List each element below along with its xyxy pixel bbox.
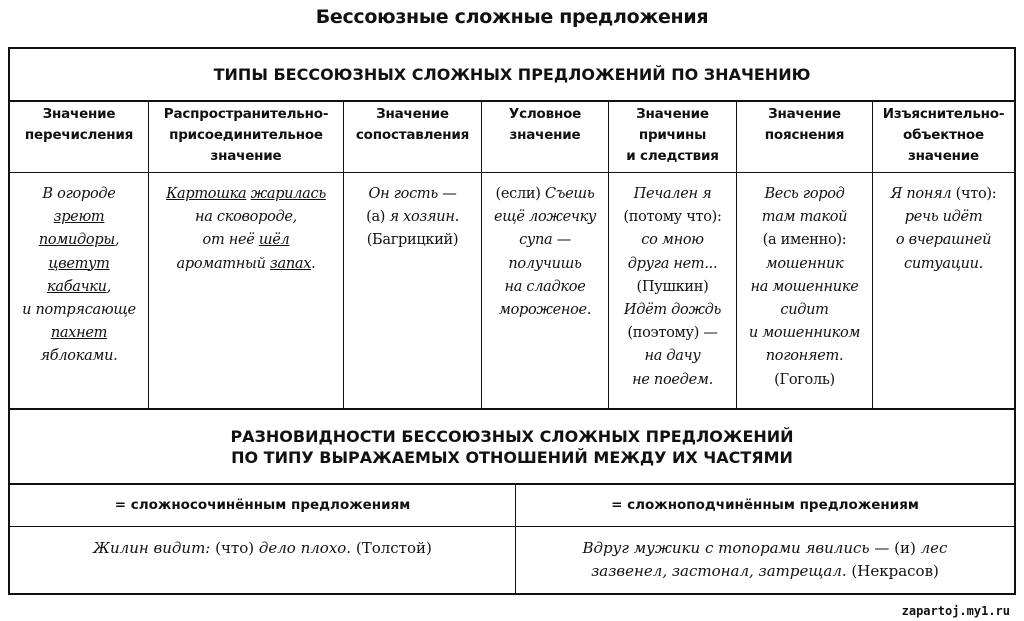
example-line	[505, 276, 586, 299]
column-example	[10, 173, 148, 369]
example-fragment: кабачки	[46, 278, 107, 295]
example-fragment: (Багрицкий)	[366, 232, 459, 249]
example-fragment: и мошенником	[748, 325, 861, 342]
example-fragment: Съешь	[544, 186, 595, 202]
example-fragment: (а именно):	[762, 232, 847, 249]
example-fragment: (а)	[366, 209, 390, 226]
example-line	[623, 206, 721, 229]
column-example	[344, 173, 481, 253]
example-fragment: погоняет.	[765, 348, 844, 365]
example-line	[632, 369, 713, 392]
example-line	[762, 206, 847, 229]
example-line	[583, 537, 948, 560]
example-fragment: .	[311, 255, 316, 272]
example-line	[905, 206, 983, 229]
example-fragment: на дачу	[644, 348, 701, 365]
column-example	[482, 173, 608, 322]
column-header-line: объектное	[903, 127, 984, 143]
column-header-line: Значение	[636, 106, 709, 122]
example-line	[627, 322, 717, 345]
example-fragment: В огороде	[42, 186, 116, 202]
column-condition	[482, 100, 609, 408]
column-header	[344, 100, 481, 173]
example-fragment: сидит	[780, 302, 829, 319]
column-explanation	[737, 100, 873, 408]
example-fragment: я хозяин.	[389, 209, 459, 226]
example-fragment: (поэтому) —	[627, 325, 718, 342]
example-fragment: (Толстой)	[355, 539, 432, 557]
watermark: zapartoj.my1.ru	[901, 604, 1010, 618]
example-fragment: Жилин видит:	[93, 539, 216, 557]
column-header	[609, 100, 736, 173]
column-header-line: Изъяснительно-	[882, 106, 1005, 122]
example-fragment: Я понял	[890, 186, 956, 202]
column-object	[873, 100, 1014, 408]
column-header-line: пояснения	[764, 127, 845, 143]
example-line	[41, 345, 118, 368]
example-fragment: дело плохо.	[258, 539, 356, 557]
example-line	[591, 560, 939, 583]
example-line	[634, 183, 712, 206]
example-line	[496, 183, 595, 206]
column-header-line: Распространительно-	[163, 106, 329, 122]
section-types-title: ТИПЫ БЕССОЮЗНЫХ СЛОЖНЫХ ПРЕДЛОЖЕНИЙ ПО ЗНАЧЕНИЮ	[10, 49, 1014, 102]
example-fragment: Весь город	[764, 186, 845, 202]
column-enumeration	[10, 100, 149, 408]
example-line	[39, 229, 119, 252]
example-fragment: со мною	[641, 232, 704, 249]
example-line	[628, 253, 718, 276]
column-header-line: причины	[638, 127, 707, 143]
example-fragment: Идёт дождь	[623, 302, 722, 319]
example-line	[48, 253, 109, 276]
example-fragment: о вчерашней	[895, 232, 992, 249]
example-line	[367, 229, 459, 252]
example-line	[764, 183, 844, 206]
example-fragment: (Некрасов)	[851, 562, 939, 580]
complex-header: = сложноподчинённым предложениям	[516, 483, 1014, 527]
column-header-line: Значение	[42, 106, 116, 122]
compound-example	[10, 527, 516, 593]
example-fragment: (если)	[495, 186, 545, 202]
column-header-line: Условное	[508, 106, 582, 122]
column-header-line: перечисления	[24, 127, 134, 143]
example-fragment: жарилась	[250, 186, 326, 202]
example-line	[641, 229, 703, 252]
example-fragment: Картошка	[166, 186, 247, 202]
example-line	[51, 322, 107, 345]
section-relations-title	[10, 408, 1014, 485]
example-fragment: Печален я	[633, 186, 712, 202]
column-header-line: сопоставления	[355, 127, 470, 143]
example-fragment: не поедем.	[632, 371, 713, 388]
example-line	[645, 345, 701, 368]
column-header-line: Значение	[376, 106, 449, 122]
example-line	[637, 276, 709, 299]
column-cause	[609, 100, 737, 408]
column-comparison	[344, 100, 482, 408]
example-fragment: на сковороде,	[195, 209, 297, 226]
example-line	[774, 369, 835, 392]
example-fragment: лес	[920, 539, 948, 557]
example-fragment: (и)	[894, 539, 921, 557]
example-line	[166, 183, 326, 206]
example-fragment: яблоками.	[40, 348, 118, 365]
example-fragment: там такой	[761, 209, 848, 226]
example-line	[369, 183, 457, 206]
example-line	[203, 229, 290, 252]
column-example	[873, 173, 1014, 276]
column-header-line: значение	[907, 148, 980, 164]
example-line	[22, 299, 136, 322]
example-fragment: помидоры	[38, 232, 115, 249]
column-header	[149, 100, 343, 173]
column-extension	[149, 100, 344, 408]
example-fragment: ситуации.	[904, 255, 983, 272]
compound-header: = сложносочинённым предложениям	[10, 483, 516, 527]
example-fragment: ,	[106, 278, 112, 295]
example-fragment: ,	[114, 232, 120, 249]
example-line	[749, 322, 860, 345]
example-line	[366, 206, 459, 229]
example-fragment: шёл	[258, 232, 290, 249]
example-fragment: мошенник	[765, 255, 844, 272]
column-header	[482, 100, 608, 173]
example-line	[751, 276, 859, 299]
column-header	[10, 100, 148, 173]
example-line	[891, 183, 997, 206]
example-fragment: Он гость —	[368, 186, 457, 202]
example-line	[93, 537, 432, 560]
example-fragment: от неё	[202, 232, 259, 249]
example-fragment: друга нет...	[627, 255, 718, 272]
example-fragment: Вдруг мужики с топорами явились —	[582, 539, 895, 557]
example-line	[494, 206, 596, 229]
page-title: Бессоюзные сложные предложения	[315, 6, 709, 28]
example-fragment: речь идёт	[904, 209, 983, 226]
column-header-line: значение	[509, 127, 581, 143]
example-fragment: зреют	[53, 209, 105, 226]
example-fragment: на сладкое	[504, 278, 586, 295]
column-header-line: Значение	[768, 106, 841, 122]
column-example	[609, 173, 736, 392]
complex-example	[516, 527, 1014, 593]
types-columns	[10, 100, 1014, 408]
example-fragment: на мошеннике	[750, 278, 859, 295]
example-fragment: пахнет	[50, 325, 108, 342]
example-fragment: ещё ложечку	[493, 209, 597, 226]
column-header	[737, 100, 872, 173]
example-line	[499, 299, 591, 322]
example-fragment: (Гоголь)	[774, 371, 835, 388]
example-line	[763, 229, 847, 252]
example-line	[904, 253, 983, 276]
example-line	[508, 253, 581, 276]
example-fragment: мороженое.	[498, 302, 592, 319]
column-example	[737, 173, 872, 392]
example-line	[195, 206, 297, 229]
column-header	[873, 100, 1014, 173]
example-fragment: (что):	[955, 186, 997, 202]
column-header-line: и следствия	[626, 148, 719, 164]
column-header-line: присоединительное	[169, 127, 323, 143]
example-fragment: супа —	[519, 232, 571, 249]
example-line	[766, 345, 844, 368]
column-example	[149, 173, 343, 276]
example-fragment: (что)	[215, 539, 259, 557]
example-fragment: запах	[269, 255, 312, 272]
example-fragment: и потрясающе	[22, 302, 136, 319]
section-relations-line-1: РАЗНОВИДНОСТИ БЕССОЮЗНЫХ СЛОЖНЫХ ПРЕДЛОЖЕНИЙ	[230, 426, 794, 446]
example-line	[624, 299, 721, 322]
example-line	[766, 253, 844, 276]
example-line	[519, 229, 571, 252]
example-fragment: (потому что):	[623, 209, 722, 226]
section-relations-line-2: ПО ТИПУ ВЫРАЖАЕМЫХ ОТНОШЕНИЙ МЕЖДУ ИХ ЧАСТЯМИ	[231, 447, 793, 467]
example-fragment: (Пушкин)	[636, 278, 709, 295]
example-fragment: ароматный	[176, 255, 270, 272]
table-frame	[8, 47, 1016, 595]
example-fragment: получишь	[508, 255, 582, 272]
example-line	[47, 276, 111, 299]
example-line	[896, 229, 991, 252]
example-fragment: зазвенел, застонал, затрещал.	[591, 562, 852, 580]
example-fragment: цветут	[48, 255, 110, 272]
example-line	[177, 253, 316, 276]
example-line	[42, 183, 115, 206]
example-line	[54, 206, 105, 229]
column-header-line: значение	[210, 148, 282, 164]
example-line	[780, 299, 828, 322]
